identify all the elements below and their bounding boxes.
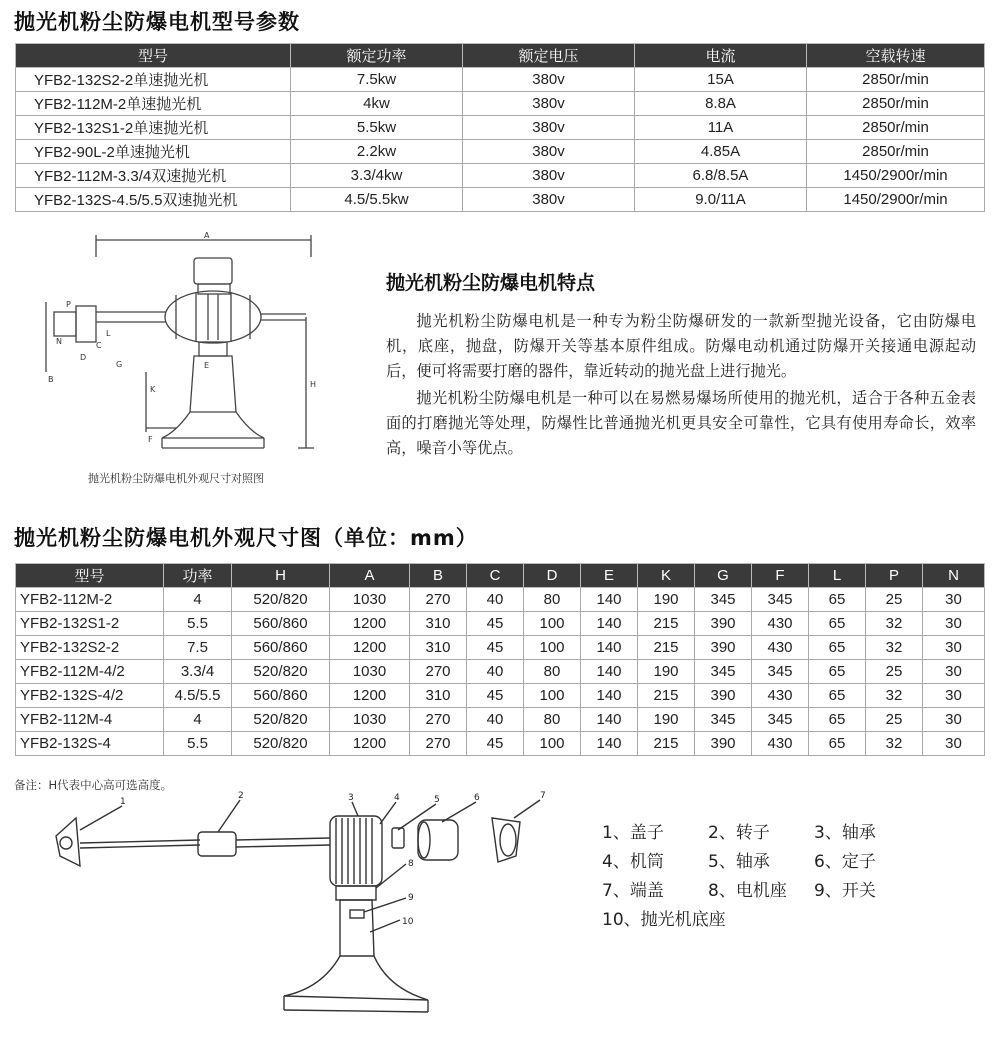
table-cell: 140 [581, 588, 638, 612]
table-row [16, 684, 985, 708]
column-header: L [809, 564, 866, 588]
table-cell: 65 [809, 660, 866, 684]
table-cell: 65 [809, 612, 866, 636]
dim-label-d: D [80, 353, 87, 362]
table-cell: 65 [809, 732, 866, 756]
table-cell: 80 [524, 708, 581, 732]
table-cell: 140 [581, 732, 638, 756]
table-row [16, 660, 985, 684]
table-cell: YFB2-132S1-2单速抛光机 [16, 116, 291, 140]
table-cell: 520/820 [232, 732, 330, 756]
table-cell: 380v [463, 68, 635, 92]
table-cell: 11A [635, 116, 807, 140]
dim-label-l: L [106, 329, 111, 338]
dim-label-h: H [310, 380, 317, 389]
table-row [16, 188, 985, 212]
table-cell: 1200 [330, 612, 410, 636]
column-header: 电流 [635, 44, 807, 68]
table-cell: YFB2-112M-4/2 [16, 660, 164, 684]
table-cell: 140 [581, 684, 638, 708]
figure-caption: 抛光机粉尘防爆电机外观尺寸对照图 [88, 472, 264, 485]
table-cell: 430 [752, 684, 809, 708]
table-cell: YFB2-112M-2单速抛光机 [16, 92, 291, 116]
table-row [16, 140, 985, 164]
table-cell: 560/860 [232, 612, 330, 636]
legend-item: 5、轴承 [708, 852, 770, 872]
table-cell: 560/860 [232, 684, 330, 708]
table-cell: 5.5 [164, 732, 232, 756]
table-cell: 40 [467, 588, 524, 612]
dimension-note: 备注：H代表中心高可选高度。 [14, 778, 173, 792]
table-cell: 6.8/8.5A [635, 164, 807, 188]
table-cell: 45 [467, 684, 524, 708]
dim-label-n: N [56, 337, 62, 346]
table-cell: 520/820 [232, 588, 330, 612]
table-cell: 1200 [330, 732, 410, 756]
table-cell: 30 [923, 684, 985, 708]
table-row [16, 68, 985, 92]
part-number-4: 4 [394, 793, 400, 803]
table-cell: 390 [695, 636, 752, 660]
table-cell: 5.5kw [291, 116, 463, 140]
table-cell: 345 [752, 588, 809, 612]
table-row [16, 164, 985, 188]
table-cell: 100 [524, 684, 581, 708]
table-cell: 270 [410, 660, 467, 684]
dim-label-b: B [48, 375, 54, 384]
parts-legend [602, 818, 920, 934]
dim-label-p: P [66, 300, 71, 309]
table-cell: 45 [467, 732, 524, 756]
table-cell: 1450/2900r/min [807, 164, 985, 188]
part-number-9: 9 [408, 893, 414, 903]
table-cell: 380v [463, 92, 635, 116]
table-cell: 65 [809, 708, 866, 732]
column-header: K [638, 564, 695, 588]
legend-row [602, 876, 920, 905]
table-cell: YFB2-112M-3.3/4双速抛光机 [16, 164, 291, 188]
table-cell: 4.5/5.5kw [291, 188, 463, 212]
table-cell: 310 [410, 636, 467, 660]
table-cell: 100 [524, 636, 581, 660]
legend-item: 7、端盖 [602, 881, 664, 901]
table-cell: 140 [581, 708, 638, 732]
table-cell: 25 [866, 660, 923, 684]
column-header: A [330, 564, 410, 588]
table-cell: 190 [638, 588, 695, 612]
column-header: 额定功率 [291, 44, 463, 68]
table-cell: 4 [164, 708, 232, 732]
table-row [16, 636, 985, 660]
features-paragraph-1: 抛光机粉尘防爆电机是一种专为粉尘防爆研发的一款新型抛光设备，它由防爆电机，底座，抛盘，防爆开关等基本原件组成。防爆电动机通过防爆开关接通电源起动后，便可将需要打磨的器件，靠近转动的抛光盘上进行抛光。 [386, 312, 976, 380]
table-cell: 215 [638, 612, 695, 636]
table-cell: 520/820 [232, 708, 330, 732]
table-cell: 2.2kw [291, 140, 463, 164]
part-number-10: 10 [402, 917, 414, 927]
table-cell: 5.5 [164, 612, 232, 636]
table-cell: 30 [923, 636, 985, 660]
table-cell: 2850r/min [807, 68, 985, 92]
table-cell: 390 [695, 684, 752, 708]
table-cell: YFB2-132S2-2单速抛光机 [16, 68, 291, 92]
table-cell: 4kw [291, 92, 463, 116]
dim-label-f: F [148, 435, 153, 444]
table-cell: 40 [467, 708, 524, 732]
dim-label-e: E [204, 361, 210, 370]
legend-item: 3、轴承 [814, 823, 876, 843]
table-cell: 310 [410, 612, 467, 636]
table-cell: 215 [638, 636, 695, 660]
table-cell: 270 [410, 708, 467, 732]
table-cell: 2850r/min [807, 92, 985, 116]
table-cell: YFB2-132S-4 [16, 732, 164, 756]
legend-item: 1、盖子 [602, 823, 664, 843]
table-cell: 215 [638, 684, 695, 708]
table-cell: 140 [581, 612, 638, 636]
table-row [16, 116, 985, 140]
table-cell: 140 [581, 660, 638, 684]
table-cell: 32 [866, 636, 923, 660]
table-cell: 32 [866, 684, 923, 708]
column-header: F [752, 564, 809, 588]
legend-item: 8、电机座 [708, 881, 787, 901]
table-cell: 15A [635, 68, 807, 92]
column-header: 空载转速 [807, 44, 985, 68]
column-header: E [581, 564, 638, 588]
table-cell: YFB2-132S-4.5/5.5双速抛光机 [16, 188, 291, 212]
table-cell: 380v [463, 116, 635, 140]
table-cell: 4 [164, 588, 232, 612]
dim-label-a: A [204, 232, 210, 240]
column-header: G [695, 564, 752, 588]
model-parameter-table [15, 43, 985, 212]
table-cell: 80 [524, 588, 581, 612]
table-cell: 390 [695, 612, 752, 636]
table-cell: 9.0/11A [635, 188, 807, 212]
table-cell: 270 [410, 588, 467, 612]
table-cell: 80 [524, 660, 581, 684]
dim-label-g: G [116, 360, 123, 369]
table-cell: 30 [923, 732, 985, 756]
exploded-parts-drawing [40, 788, 560, 1028]
table-cell: 100 [524, 612, 581, 636]
table-cell: 2850r/min [807, 140, 985, 164]
table-cell: 310 [410, 684, 467, 708]
column-header: 额定电压 [463, 44, 635, 68]
table-cell: 1200 [330, 636, 410, 660]
table-cell: 30 [923, 588, 985, 612]
part-number-6: 6 [474, 793, 480, 803]
spec-title: 抛光机粉尘防爆电机型号参数 [14, 10, 300, 34]
table-cell: 345 [695, 588, 752, 612]
table-cell: YFB2-112M-2 [16, 588, 164, 612]
features-title: 抛光机粉尘防爆电机特点 [386, 272, 596, 294]
legend-row [602, 905, 920, 934]
legend-item: 4、机筒 [602, 852, 664, 872]
table-row [16, 708, 985, 732]
table-cell: 4.5/5.5 [164, 684, 232, 708]
dim-label-k: K [150, 385, 156, 394]
table-cell: 380v [463, 188, 635, 212]
legend-item: 6、定子 [814, 852, 876, 872]
table-cell: 430 [752, 636, 809, 660]
column-header: D [524, 564, 581, 588]
table-cell: YFB2-132S-4/2 [16, 684, 164, 708]
legend-row [602, 847, 920, 876]
table-cell: 345 [695, 660, 752, 684]
part-number-7: 7 [540, 791, 546, 801]
table-cell: 1450/2900r/min [807, 188, 985, 212]
column-header: 型号 [16, 564, 164, 588]
column-header: C [467, 564, 524, 588]
table-cell: 4.85A [635, 140, 807, 164]
table-cell: 190 [638, 660, 695, 684]
table-cell: 2850r/min [807, 116, 985, 140]
table-cell: 65 [809, 588, 866, 612]
column-header: 型号 [16, 44, 291, 68]
table-row [16, 92, 985, 116]
table-cell: 1200 [330, 684, 410, 708]
part-number-2: 2 [238, 791, 244, 801]
features-paragraph-2: 抛光机粉尘防爆电机是一种可以在易燃易爆场所使用的抛光机，适合于各种五金表面的打磨抛光等处理，防爆性比普通抛光机更具安全可靠性，它具有使用寿命长，效率高，噪音小等优点。 [386, 389, 976, 457]
table-cell: 8.8A [635, 92, 807, 116]
table-cell: 345 [752, 660, 809, 684]
table-cell: 1030 [330, 660, 410, 684]
legend-item: 10、抛光机底座 [602, 910, 726, 930]
dimension-title: 抛光机粉尘防爆电机外观尺寸图（单位：mm） [14, 526, 478, 550]
table-cell: 30 [923, 708, 985, 732]
column-header: P [866, 564, 923, 588]
table-cell: 100 [524, 732, 581, 756]
table-cell: 140 [581, 636, 638, 660]
table-cell: 345 [752, 708, 809, 732]
table-cell: 25 [866, 708, 923, 732]
table-cell: 30 [923, 660, 985, 684]
legend-item: 2、转子 [708, 823, 770, 843]
table-cell: YFB2-90L-2单速抛光机 [16, 140, 291, 164]
table-cell: YFB2-112M-4 [16, 708, 164, 732]
table-cell: 7.5kw [291, 68, 463, 92]
table-cell: 1030 [330, 708, 410, 732]
table-row [16, 612, 985, 636]
part-number-3: 3 [348, 793, 354, 803]
table-cell: YFB2-132S2-2 [16, 636, 164, 660]
table-cell: 380v [463, 140, 635, 164]
column-header: 功率 [164, 564, 232, 588]
table-cell: 3.3/4kw [291, 164, 463, 188]
column-header: N [923, 564, 985, 588]
table-cell: 45 [467, 612, 524, 636]
table-cell: 25 [866, 588, 923, 612]
dimension-table [15, 563, 985, 756]
table-cell: 32 [866, 612, 923, 636]
table-row [16, 588, 985, 612]
table-cell: 270 [410, 732, 467, 756]
table-cell: 30 [923, 612, 985, 636]
table-cell: 345 [695, 708, 752, 732]
table-cell: 3.3/4 [164, 660, 232, 684]
table-cell: 190 [638, 708, 695, 732]
table-cell: 380v [463, 164, 635, 188]
table-cell: 45 [467, 636, 524, 660]
table-cell: 7.5 [164, 636, 232, 660]
column-header: H [232, 564, 330, 588]
motor-dimension-drawing [36, 232, 336, 462]
table-cell: 430 [752, 732, 809, 756]
table-cell: 520/820 [232, 660, 330, 684]
table-cell: 390 [695, 732, 752, 756]
table-cell: 560/860 [232, 636, 330, 660]
table-cell: 215 [638, 732, 695, 756]
table-cell: YFB2-132S1-2 [16, 612, 164, 636]
dim-label-c: C [96, 341, 102, 350]
part-number-5: 5 [434, 795, 440, 805]
table-cell: 1030 [330, 588, 410, 612]
legend-item: 9、开关 [814, 881, 876, 901]
table-cell: 65 [809, 636, 866, 660]
part-number-8: 8 [408, 859, 414, 869]
legend-row [602, 818, 920, 847]
table-row [16, 732, 985, 756]
column-header: B [410, 564, 467, 588]
table-cell: 40 [467, 660, 524, 684]
table-cell: 32 [866, 732, 923, 756]
part-number-1: 1 [120, 797, 126, 807]
table-cell: 65 [809, 684, 866, 708]
table-cell: 430 [752, 612, 809, 636]
